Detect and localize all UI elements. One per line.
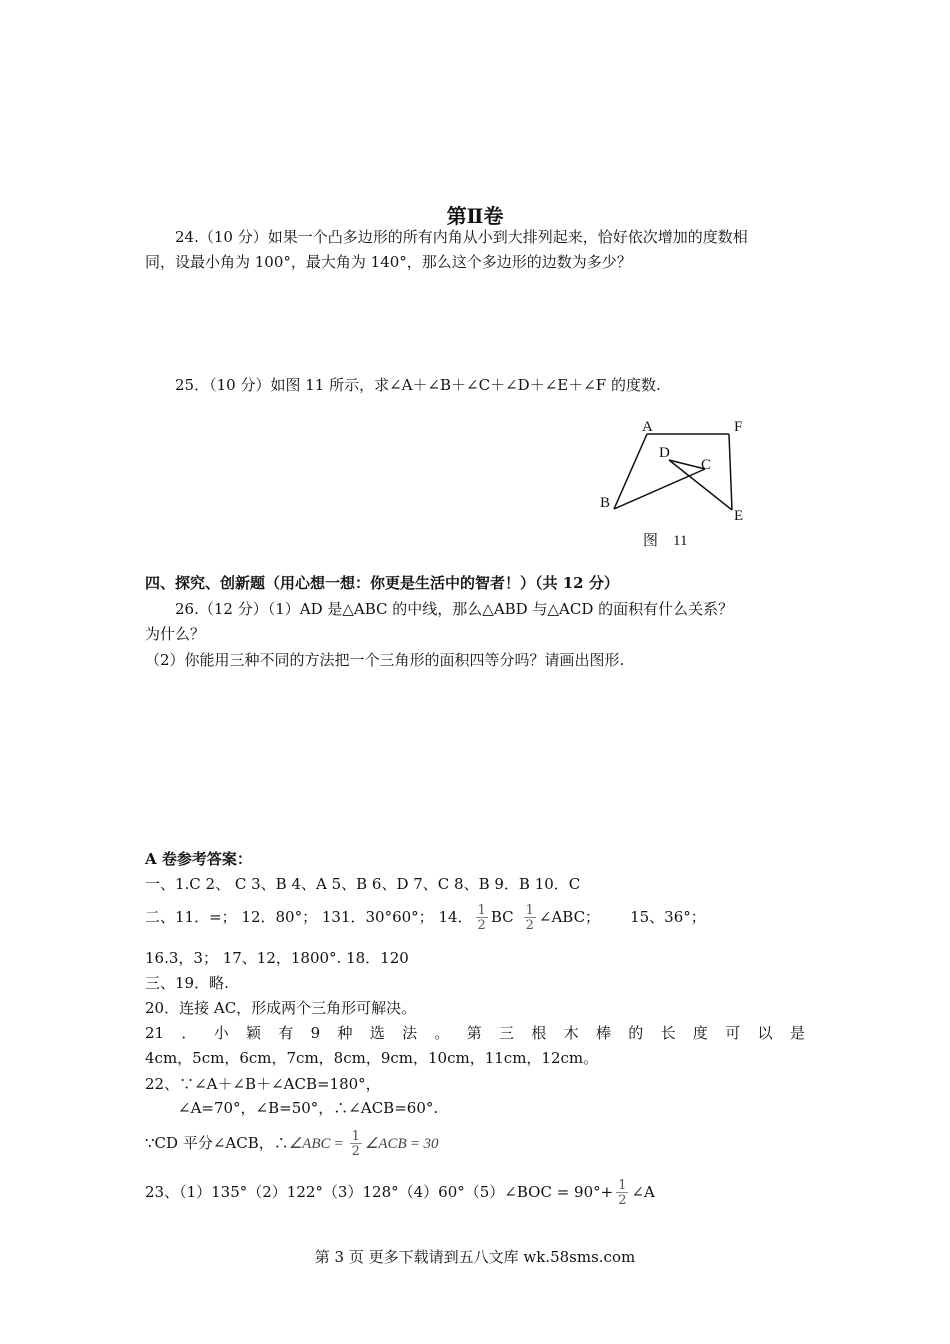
fraction-denominator: 2 [525, 918, 534, 933]
formula-rhs: ∠ACB [364, 1136, 407, 1152]
line6-char: 。 [434, 1024, 450, 1042]
line6-char: 有 [278, 1024, 294, 1042]
figure-11 [590, 412, 760, 557]
answers-line5: 20．连接 AC，形成两个三角形可解决。 [145, 999, 417, 1017]
answers-line10-a: ∵CD 平分∠ACB，∴ [145, 1134, 289, 1152]
line6-char: ． [181, 1024, 197, 1042]
answers-line6 [145, 1022, 805, 1044]
line6-char: 度 [692, 1024, 708, 1042]
part4-heading: 四、探究、创新题（用心想一想：你更是生活中的智者！）（共 12 分） [145, 574, 619, 592]
answers-line7: 4cm，5cm，6cm，7cm，8cm，9cm，10cm，11cm，12cm。 [145, 1049, 599, 1067]
fraction-half [524, 904, 536, 932]
answers-line9: ∠A=70°，∠B=50°，∴∠ACB=60°. [178, 1099, 439, 1117]
label-c: C [701, 457, 712, 473]
segment-bc [614, 469, 705, 509]
label-a: A [642, 419, 653, 435]
line6-char: 以 [757, 1024, 773, 1042]
line6-char: 三 [499, 1024, 515, 1042]
q26-line2: 为什么？ [145, 625, 206, 643]
answers-line2-a: 二、11．=； 12．80°； 131．30°60°； 14． [145, 908, 473, 926]
fraction-half [350, 1130, 362, 1158]
line6-char: 颖 [246, 1024, 262, 1042]
fraction-denominator: 2 [351, 1144, 360, 1159]
answers-line4: 三、19．略. [145, 974, 229, 992]
figure-11-lines [614, 434, 732, 510]
fraction-half [476, 904, 488, 932]
q24-line1: 24.（10 分）如果一个凸多边形的所有内角从小到大排列起来，恰好依次增加的度数相 [175, 228, 748, 246]
line6-char: 9 [310, 1024, 321, 1042]
fraction-half [616, 1179, 628, 1207]
formula-lhs: ∠ABC [288, 1136, 331, 1152]
label-e: E [734, 508, 744, 524]
answers-line2-c: ∠ABC； [538, 908, 601, 926]
answers-line11 [145, 1179, 655, 1207]
answers-line11-b: ∠A [631, 1183, 655, 1201]
figure-caption: 图 11 [643, 533, 688, 549]
q26-line3: （2）你能用三种不同的方法把一个三角形的面积四等分吗？请画出图形. [145, 651, 625, 669]
fraction-numerator: 1 [618, 1178, 627, 1193]
segment-ab [614, 434, 647, 509]
line6-char: 21 [145, 1024, 165, 1042]
line6-char: 种 [337, 1024, 353, 1042]
formula-result: = 30 [409, 1136, 439, 1152]
fraction-numerator: 1 [351, 1129, 360, 1144]
answers-line10 [145, 1130, 439, 1158]
answers-line1: 一、1.C 2、 C 3、B 4、A 5、B 6、D 7、C 8、B 9．B 10．C [145, 875, 581, 893]
line6-char: 的 [628, 1024, 644, 1042]
line6-char: 可 [725, 1024, 741, 1042]
answers-line2-b: BC [490, 908, 514, 926]
answers-line8: 22、∵∠A＋∠B＋∠ACB=180°， [145, 1075, 381, 1093]
line6-char: 木 [563, 1024, 579, 1042]
page-footer: 第 3 页 更多下载请到五八文库 wk.58sms.com [314, 1248, 636, 1266]
answers-line2-d: 15、36°； [630, 908, 706, 926]
line6-char: 是 [789, 1024, 805, 1042]
fraction-denominator: 2 [477, 918, 486, 933]
section-title: 第Ⅱ卷 [446, 204, 504, 228]
line6-char: 根 [531, 1024, 547, 1042]
fraction-numerator: 1 [525, 903, 534, 918]
line6-char: 小 [213, 1024, 229, 1042]
line6-char: 棒 [595, 1024, 611, 1042]
line6-char: 法 [402, 1024, 418, 1042]
fraction-denominator: 2 [618, 1193, 627, 1208]
q24-line2: 同，设最小角为 100°，最大角为 140°，那么这个多边形的边数为多少？ [145, 253, 632, 271]
label-f: F [734, 419, 743, 435]
segment-fe [729, 434, 732, 510]
label-d: D [659, 445, 670, 461]
q26-line1: 26.（12 分）（1）AD 是△ABC 的中线，那么△ABD 与△ACD 的面积有什么关系？ [175, 600, 734, 618]
answers-line11-a: 23、（1）135°（2）122°（3）128°（4）60°（5）∠BOC = 90°+ [145, 1183, 614, 1201]
line6-char: 长 [660, 1024, 676, 1042]
q25-text: 25．（10 分）如图 11 所示，求∠A＋∠B＋∠C＋∠D＋∠E＋∠F 的度数. [175, 376, 661, 394]
fraction-numerator: 1 [477, 903, 486, 918]
answers-line3: 16.3，3； 17、12，1800°. 18．120 [145, 949, 409, 967]
formula-eq: = [333, 1136, 344, 1152]
answers-heading: A 卷参考答案： [145, 850, 252, 868]
line6-char: 第 [466, 1024, 482, 1042]
line6-char: 选 [369, 1024, 385, 1042]
answers-line2 [145, 904, 706, 932]
label-b: B [600, 495, 611, 511]
